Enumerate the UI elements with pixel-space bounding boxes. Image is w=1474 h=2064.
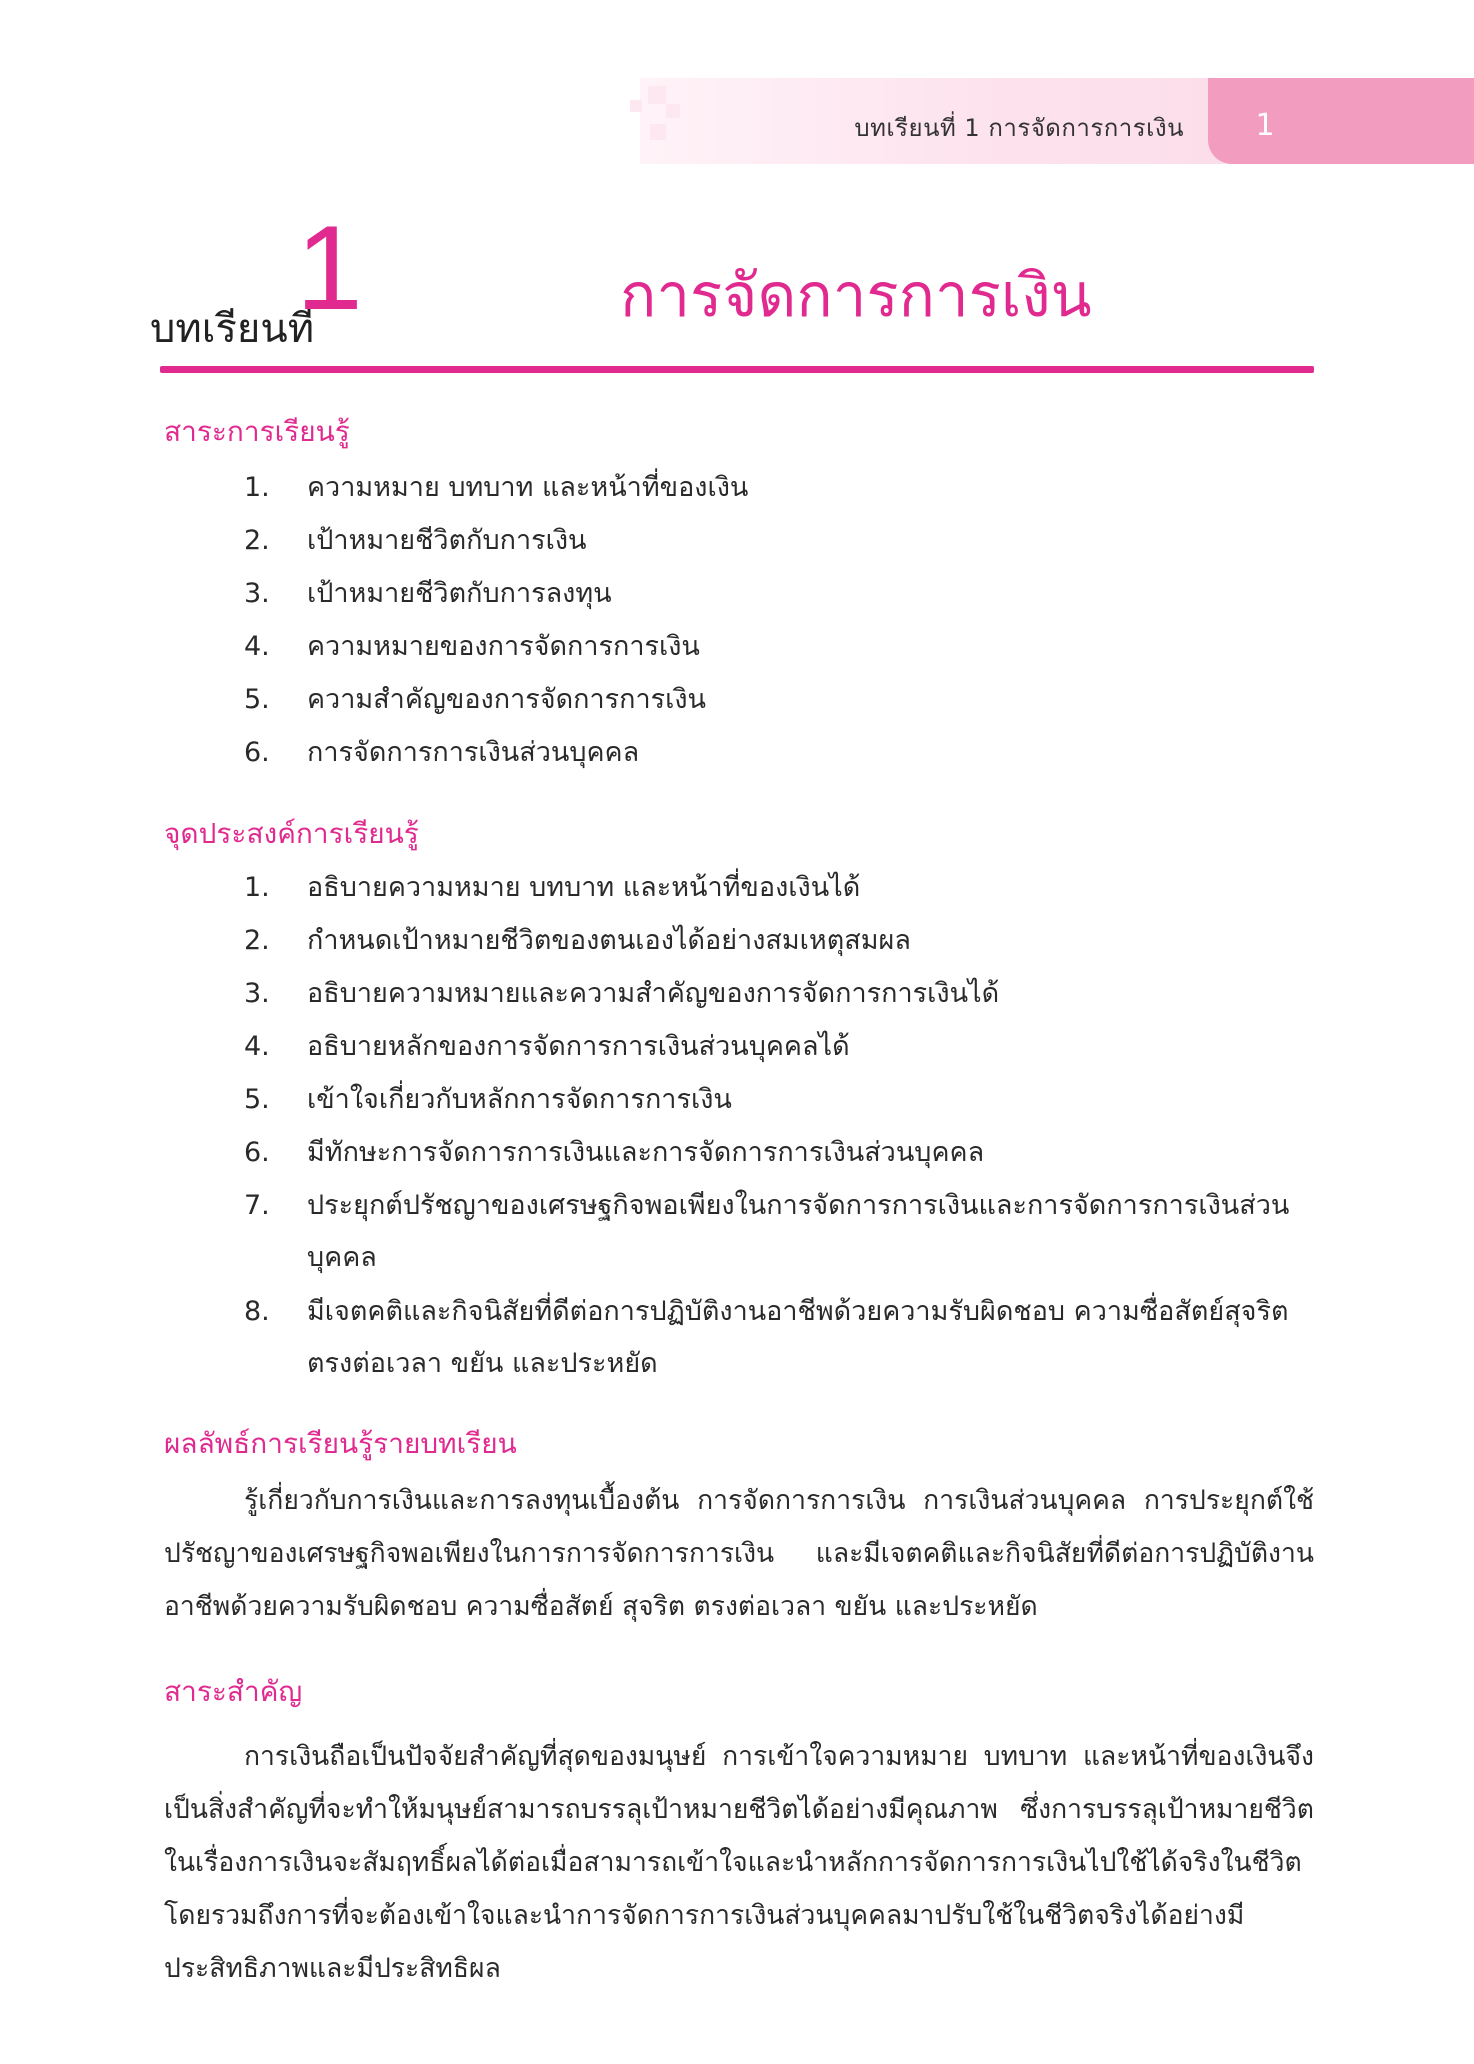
list-item-number: 1. (244, 472, 270, 503)
chapter-label: บทเรียนที่ (150, 306, 315, 352)
list-item-text: เข้าใจเกี่ยวกับหลักการจัดการการเงิน (307, 1084, 732, 1115)
list-item-text: เป้าหมายชีวิตกับการลงทุน (307, 578, 612, 609)
header-pixel-decoration (666, 104, 680, 118)
outcomes-heading: ผลลัพธ์การเรียนรู้รายบทเรียน (164, 1427, 517, 1460)
chapter-number: 1 (296, 201, 363, 335)
list-item-number: 7. (244, 1190, 270, 1221)
title-divider (160, 366, 1314, 373)
list-item-number: 3. (244, 578, 270, 609)
list-item-text: ความหมาย บทบาท และหน้าที่ของเงิน (307, 472, 749, 503)
list-item-number: 6. (244, 737, 270, 768)
key-concepts-heading: สาระสำคัญ (164, 1675, 303, 1708)
list-item-text: ความหมายของการจัดการการเงิน (307, 631, 700, 662)
header-pixel-decoration (648, 86, 666, 104)
list-item-text: การจัดการการเงินส่วนบุคคล (307, 737, 640, 768)
chapter-title: การจัดการการเงิน (620, 261, 1092, 331)
list-item-number: 4. (244, 1031, 270, 1062)
list-item-text: ประยุกต์ปรัชญาของเศรษฐกิจพอเพียงในการจัดการการเงินและการจัดการการเงินส่วนบุคคล (307, 1190, 1290, 1273)
list-item-number: 5. (244, 684, 270, 715)
list-item-number: 5. (244, 1084, 270, 1115)
header-pixel-decoration (630, 100, 642, 112)
objectives-heading: จุดประสงค์การเรียนรู้ (164, 817, 419, 850)
list-item-number: 3. (244, 978, 270, 1009)
page-number: 1 (1255, 108, 1275, 143)
list-item-number: 1. (244, 872, 270, 903)
list-item-number: 6. (244, 1137, 270, 1168)
list-item-text: มีทักษะการจัดการการเงินและการจัดการการเงินส่วนบุคคล (307, 1137, 985, 1168)
list-item-text: อธิบายความหมายและความสำคัญของการจัดการการเงินได้ (307, 978, 1000, 1009)
list-item-text: อธิบายความหมาย บทบาท และหน้าที่ของเงินได้ (307, 872, 861, 903)
list-item-text: กำหนดเป้าหมายชีวิตของตนเองได้อย่างสมเหตุสมผล (307, 925, 911, 956)
list-item-number: 4. (244, 631, 270, 662)
list-item-number: 2. (244, 925, 270, 956)
list-item-text: ความสำคัญของการจัดการการเงิน (307, 684, 707, 715)
running-title: บทเรียนที่ 1 การจัดการการเงิน (854, 114, 1184, 142)
outcomes-paragraph: รู้เกี่ยวกับการเงินและการลงทุนเบื้องต้น การจัดการการเงิน การเงินส่วนบุคคล การประยุกต์ใช้ปรัชญาของเศรษฐกิจพอเพียงในการการจัดการการเงิน และมีเจตคติและกิจนิสัยที่ดีต่อการปฏิบัติงานอาชีพด้วยความรับผิดชอบ ความซื่อสัตย์ สุจริต ตรงต่อเวลา ขยัน และประหยัด (164, 1485, 1314, 1622)
list-item-number: 8. (244, 1296, 270, 1327)
content-topics-heading: สาระการเรียนรู้ (164, 415, 350, 448)
list-item-text: เป้าหมายชีวิตกับการเงิน (307, 525, 587, 556)
list-item-text: อธิบายหลักของการจัดการการเงินส่วนบุคคลได้ (307, 1031, 850, 1062)
key-concepts-paragraph: การเงินถือเป็นปัจจัยสำคัญที่สุดของมนุษย์ การเข้าใจความหมาย บทบาท และหน้าที่ของเงินจึงเป็นสิ่งสำคัญที่จะทำให้มนุษย์สามารถบรรลุเป้าหมายชีวิตได้อย่างมีคุณภาพ ซึ่งการบรรลุเป้าหมายชีวิตในเรื่องการเงินจะสัมฤทธิ์ผลได้ต่อเมื่อสามารถเข้าใจและนำหลักการจัดการการเงินไปใช้ได้จริงในชีวิต โดยรวมถึงการที่จะต้องเข้าใจและนำการจัดการการเงินส่วนบุคคลมาปรับใช้ในชีวิตจริงได้อย่างมีประสิทธิภาพและมีประสิทธิผล (164, 1741, 1314, 1984)
list-item-number: 2. (244, 525, 270, 556)
header-pixel-decoration (650, 124, 666, 140)
list-item-text: มีเจตคติและกิจนิสัยที่ดีต่อการปฏิบัติงานอาชีพด้วยความรับผิดชอบ ความซื่อสัตย์สุจริต ตรงต่อเวลา ขยัน และประหยัด (307, 1296, 1289, 1379)
